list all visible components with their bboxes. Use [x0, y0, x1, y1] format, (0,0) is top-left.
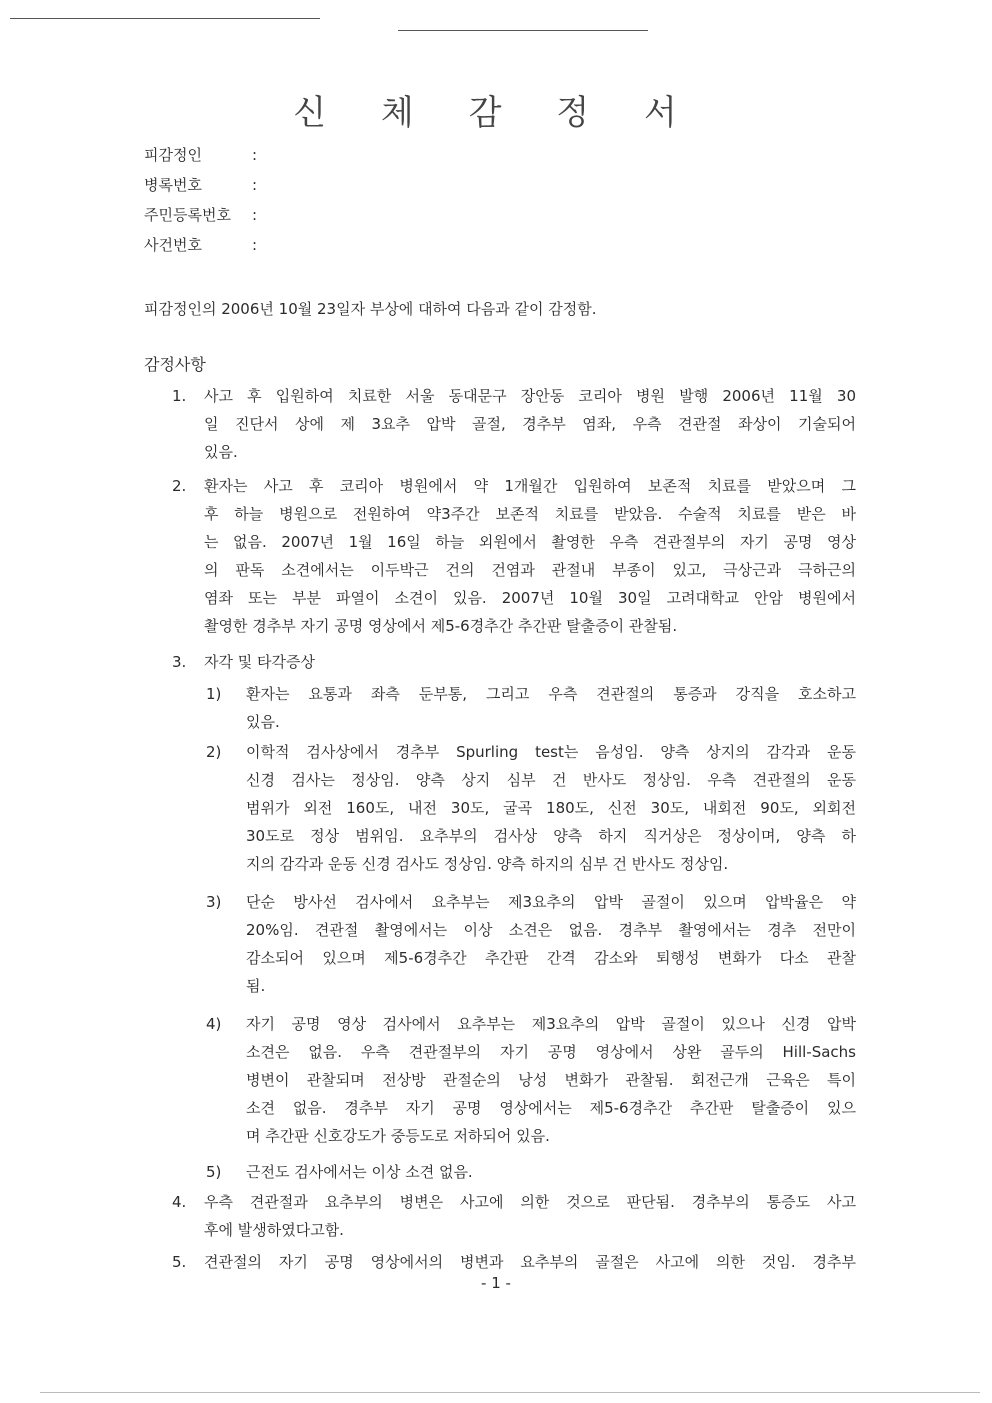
list-item: [204, 648, 856, 676]
text-line: 사고 후 입원하여 치료한 서울 동대문구 장안동 코리아 병원 발행 2006년 11월 30: [204, 387, 856, 405]
text-line: 30도로 정상 범위임. 요추부의 검사상 양측 하지 직거상은 정상이며, 양측 하: [246, 827, 856, 845]
field-case-number: 사건번호 :: [144, 236, 258, 254]
text-line: 는 없음. 2007년 1월 16일 하늘 외원에서 촬영한 우측 견관절부의 자기 공명 영상: [204, 533, 856, 551]
field-label: 병록번호: [144, 176, 202, 194]
text-line: 자각 및 타각증상: [204, 653, 315, 671]
field-label: 사건번호: [144, 236, 202, 254]
text-line: 병변이 관찰되며 전상방 관절순의 낭성 변화가 관찰됨. 회전근개 근육은 특이: [246, 1071, 856, 1089]
list-subitem: [246, 1158, 856, 1186]
text-line: 자기 공명 영상 검사에서 요추부는 제3요추의 압박 골절이 있으나 신경 압박: [246, 1015, 856, 1033]
list-subitem: [246, 738, 856, 878]
text-line: 근전도 검사에서는 이상 소견 없음.: [246, 1163, 473, 1181]
subitem-number: 3): [206, 893, 222, 911]
text-line: 있음.: [204, 443, 238, 461]
list-item: [204, 1188, 856, 1244]
text-line: 의 판독 소견에서는 이두박근 건의 건염과 관절내 부종이 있고, 극상근과 극하근의: [204, 561, 856, 579]
field-subject-name: 피감정인 :: [144, 146, 258, 164]
text-line: 염좌 또는 부분 파열이 소견이 있음. 2007년 10월 30일 고려대학교 안암 병원에서: [204, 589, 856, 607]
text-line: 후에 발생하였다고함.: [204, 1221, 344, 1239]
field-resident-number: 주민등록번호 :: [144, 206, 258, 224]
field-label: 주민등록번호: [144, 206, 231, 224]
document-title: 신 체 감 정 서: [293, 92, 699, 133]
text-line: 환자는 요통과 좌측 둔부통, 그리고 우측 견관절의 통증과 강직을 호소하고: [246, 685, 856, 703]
subitem-number: 2): [206, 743, 222, 761]
item-number: 5.: [172, 1253, 187, 1271]
text-line: 됨.: [246, 977, 266, 995]
item-number: 2.: [172, 477, 187, 495]
text-line: 환자는 사고 후 코리아 병원에서 약 1개월간 입원하여 보존적 치료를 받았으며 그: [204, 477, 856, 495]
list-item: [204, 1248, 856, 1276]
scan-artifact-line: [398, 30, 648, 31]
text-line: 20%임. 견관절 촬영에서는 이상 소견은 없음. 경추부 촬영에서는 경추 전만이: [246, 921, 856, 939]
text-line: 소견은 없음. 우측 견관절부의 자기 공명 영상에서 상완 골두의 Hill-Sachs: [246, 1043, 856, 1061]
text-line: 지의 감각과 운동 신경 검사도 정상임. 양측 하지의 심부 건 반사도 정상임.: [246, 855, 729, 873]
text-line: 단순 방사선 검사에서 요추부는 제3요추의 압박 골절이 있으며 압박율은 약: [246, 893, 856, 911]
list-subitem: [246, 888, 856, 1000]
intro-paragraph: 피감정인의 2006년 10월 23일자 부상에 대하여 다음과 같이 감정함.: [144, 300, 597, 318]
text-line: 감소되어 있으며 제5-6경추간 추간판 간격 감소와 퇴행성 변화가 다소 관찰: [246, 949, 856, 967]
section-title: 감정사항: [144, 355, 206, 374]
list-item: [204, 472, 856, 640]
text-line: 며 추간판 신호강도가 중등도로 저하되어 있음.: [246, 1127, 550, 1145]
text-line: 신경 검사는 정상임. 양측 상지 심부 건 반사도 정상임. 우측 견관절의 운동: [246, 771, 856, 789]
text-line: 우측 견관절과 요추부의 병변은 사고에 의한 것으로 판단됨. 경추부의 통증도 사고: [204, 1193, 856, 1211]
subitem-number: 4): [206, 1015, 222, 1033]
text-line: 일 진단서 상에 제 3요추 압박 골절, 경추부 염좌, 우측 견관절 좌상이 기술되어: [204, 415, 856, 433]
text-line: 있음.: [246, 713, 280, 731]
field-label: 피감정인: [144, 146, 202, 164]
item-number: 4.: [172, 1193, 187, 1211]
scan-artifact-line: [10, 18, 320, 19]
text-line: 범위가 외전 160도, 내전 30도, 굴곡 180도, 신전 30도, 내회전 90도, 외회전: [246, 799, 856, 817]
text-line: 후 하늘 병원으로 전원하여 약3주간 보존적 치료를 받았음. 수술적 치료를 받은 바: [204, 505, 856, 523]
item-number: 3.: [172, 653, 187, 671]
text-line: 촬영한 경추부 자기 공명 영상에서 제5-6경추간 추간판 탈출증이 관찰됨.: [204, 617, 678, 635]
scan-artifact-line: [40, 1392, 980, 1393]
list-subitem: [246, 680, 856, 736]
list-item: [204, 382, 856, 466]
list-subitem: [246, 1010, 856, 1150]
text-line: 견관절의 자기 공명 영상에서의 병변과 요추부의 골절은 사고에 의한 것임. 경추부: [204, 1253, 856, 1271]
text-line: 이학적 검사상에서 경추부 Spurling test는 음성임. 양측 상지의 감각과 운동: [246, 743, 856, 761]
text-line: 소견 없음. 경추부 자기 공명 영상에서는 제5-6경추간 추간판 탈출증이 있으: [246, 1099, 856, 1117]
field-record-number: 병록번호 :: [144, 176, 258, 194]
subitem-number: 5): [206, 1163, 222, 1181]
subitem-number: 1): [206, 685, 222, 703]
item-number: 1.: [172, 387, 187, 405]
page-number: - 1 -: [481, 1274, 511, 1292]
